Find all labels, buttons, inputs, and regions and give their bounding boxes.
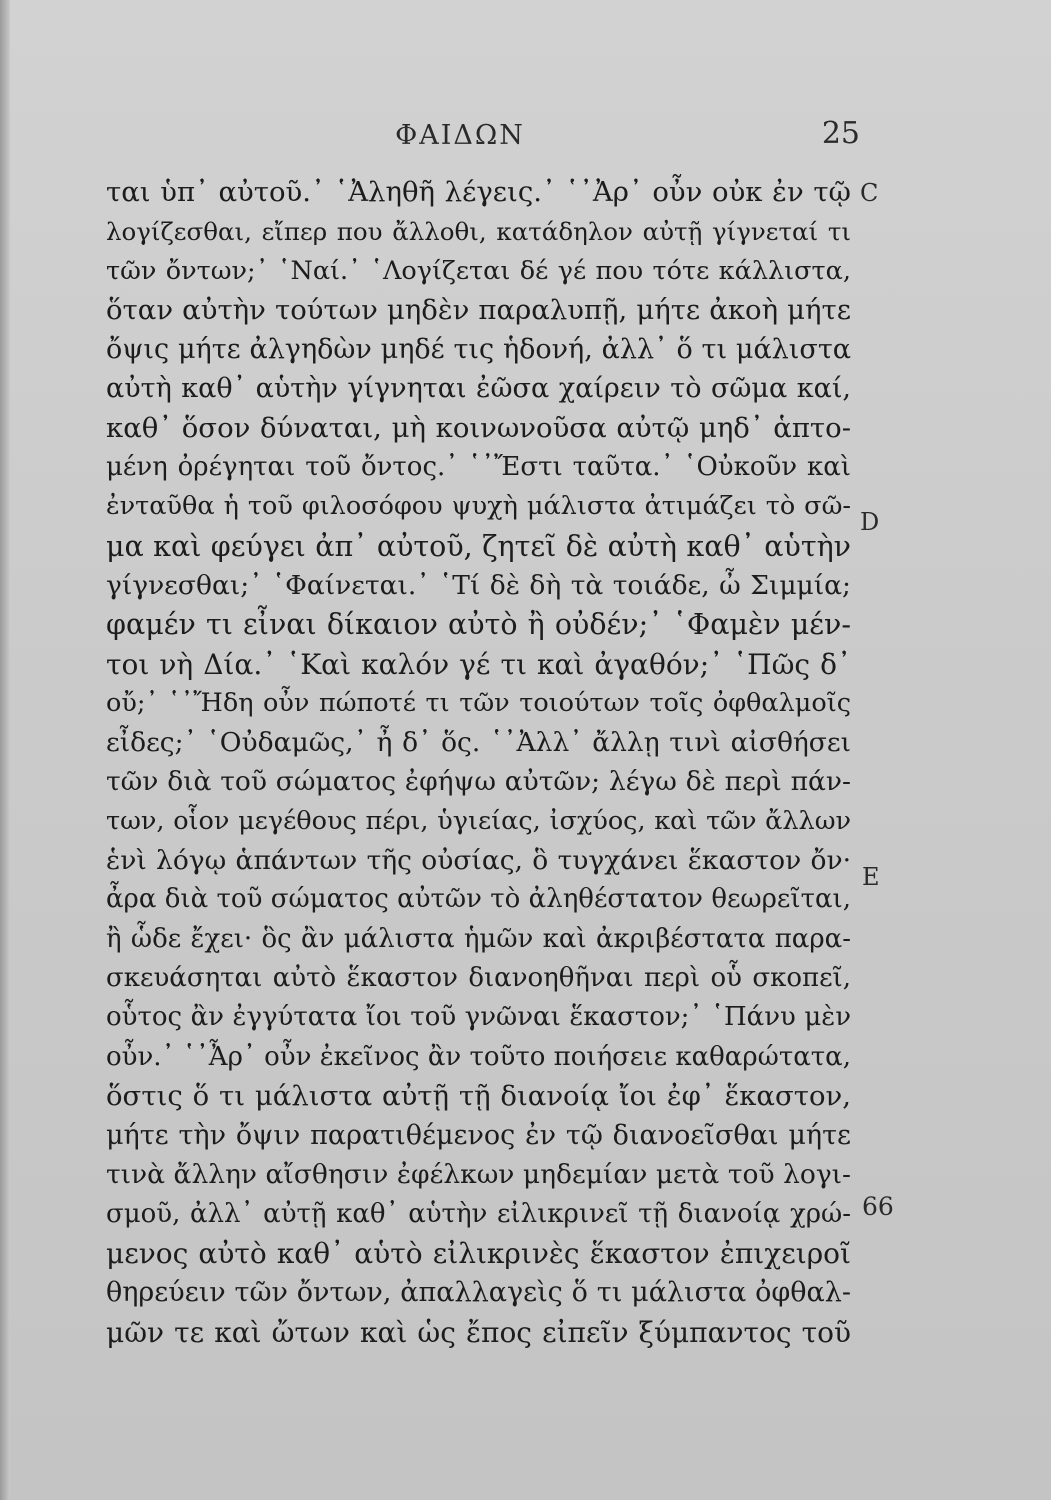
greek-text-body xyxy=(106,173,851,1352)
text-line-11: γίγνεσθαι;᾽ ῾Φαίνεται.᾽ ῾Τί δὲ δὴ τὰ τοιάδε, ὦ Σιμμία; xyxy=(106,569,851,601)
text-line-26: τινὰ ἄλλην αἴσθησιν ἐφέλκων μηδεμίαν μετὰ τοῦ λογι- xyxy=(106,1159,851,1191)
stephanus-number-66: 66 xyxy=(862,1192,894,1221)
page-number: 25 xyxy=(821,116,860,151)
text-line-28: μενος αὐτὸ καθ᾽ αὑτὸ εἰλικρινὲς ἕκαστον ἐπιχειροῖ xyxy=(106,1237,851,1271)
running-title: ΦΑΙΔΩΝ xyxy=(395,120,525,151)
text-line-25: μήτε τὴν ὄψιν παρατιθέμενος ἐν τῷ διανοεῖσθαι μήτε xyxy=(106,1120,851,1152)
text-line-8: μένη ὀρέγηται τοῦ ὄντος.᾽ ῾᾽Ἔστι ταῦτα.᾽ ῾Οὐκοῦν καὶ xyxy=(106,452,851,483)
text-line-21: σκευάσηται αὐτὸ ἕκαστον διανοηθῆναι περὶ οὗ σκοπεῖ, xyxy=(106,962,851,993)
text-line-10: μα καὶ φεύγει ἀπ᾽ αὐτοῦ, ζητεῖ δὲ αὐτὴ καθ᾽ αὑτὴν xyxy=(106,529,851,563)
text-line-24: ὅστις ὅ τι μάλιστα αὐτῇ τῇ διανοίᾳ ἴοι ἐφ᾽ ἕκαστον, xyxy=(106,1079,851,1112)
text-line-18: ἑνὶ λόγῳ ἁπάντων τῆς οὐσίας, ὃ τυγχάνει ἕκαστον ὄν· xyxy=(106,845,851,877)
text-line-14: οὔ;᾽ ῾᾽Ἤδη οὖν πώποτέ τι τῶν τοιούτων τοῖς ὀφθαλμοῖς xyxy=(106,687,851,718)
text-line-7: καθ᾽ ὅσον δύναται, μὴ κοινωνοῦσα αὐτῷ μηδ᾽ ἁπτο- xyxy=(106,411,851,444)
text-line-27: σμοῦ, ἀλλ᾽ αὐτῇ καθ᾽ αὑτὴν εἰλικρινεῖ τῇ διανοίᾳ χρώ- xyxy=(106,1198,851,1229)
text-line-19: ἆρα διὰ τοῦ σώματος αὐτῶν τὸ ἀληθέστατον θεωρεῖται, xyxy=(106,884,851,915)
text-line-22: οὗτος ἂν ἐγγύτατα ἴοι τοῦ γνῶναι ἕκαστον;᾽ ῾Πάνυ μὲν xyxy=(106,1002,851,1033)
text-line-3: τῶν ὄντων;᾽ ῾Ναί.᾽ ῾Λογίζεται δέ γέ που τότε κάλλιστα, xyxy=(106,255,851,286)
text-line-4: ὅταν αὐτὴν τούτων μηδὲν παραλυπῇ, μήτε ἀκοὴ μήτε xyxy=(106,293,851,326)
page-binding-edge xyxy=(0,0,10,1500)
text-line-17: των, οἷον μεγέθους πέρι, ὑγιείας, ἰσχύος, καὶ τῶν ἄλλων xyxy=(106,805,851,836)
text-line-29: θηρεύειν τῶν ὄντων, ἀπαλλαγεὶς ὅ τι μάλιστα ὀφθαλ- xyxy=(106,1277,851,1309)
text-line-9: ἐνταῦθα ἡ τοῦ φιλοσόφου ψυχὴ μάλιστα ἀτιμάζει τὸ σῶ- xyxy=(106,491,851,522)
text-line-30: μῶν τε καὶ ὤτων καὶ ὡς ἔπος εἰπεῖν ξύμπαντος τοῦ xyxy=(106,1315,851,1349)
text-line-5: ὄψις μήτε ἀλγηδὼν μηδέ τις ἡδονή, ἀλλ᾽ ὅ τι μάλιστα xyxy=(106,334,851,366)
margin-marker-e: E xyxy=(862,863,880,891)
text-line-20: ἢ ὧδε ἔχει· ὃς ἂν μάλιστα ἡμῶν καὶ ἀκριβέστατα παρα- xyxy=(106,923,851,954)
text-line-2: λογίζεσθαι, εἴπερ που ἄλλοθι, κατάδηλον αὐτῇ γίγνεταί τι xyxy=(106,217,851,247)
text-line-16: τῶν διὰ τοῦ σώματος ἐφήψω αὐτῶν; λέγω δὲ περὶ πάν- xyxy=(106,766,851,798)
text-line-23: οὖν.᾽ ῾᾽Ἆρ᾽ οὖν ἐκεῖνος ἂν τοῦτο ποιήσειε καθαρώτατα, xyxy=(106,1041,851,1072)
text-line-1: ται ὑπ᾽ αὐτοῦ.᾽ ῾Ἀληθῆ λέγεις.᾽ ῾᾽Ἀρ᾽ οὖν οὐκ ἐν τῷ xyxy=(106,176,851,208)
text-line-15: εἶδες;᾽ ῾Οὐδαμῶς,᾽ ἦ δ᾽ ὅς. ῾᾽Ἀλλ᾽ ἄλλῃ τινὶ αἰσθήσει xyxy=(106,727,851,759)
text-line-13: τοι νὴ Δία.᾽ ῾Καὶ καλόν γέ τι καὶ ἀγαθόν;᾽ ῾Πῶς δ᾽ xyxy=(106,647,851,681)
margin-marker-c: C xyxy=(860,179,879,207)
text-line-6: αὐτὴ καθ᾽ αὑτὴν γίγνηται ἐῶσα χαίρειν τὸ σῶμα καί, xyxy=(106,373,851,405)
text-line-12: φαμέν τι εἶναι δίκαιον αὐτὸ ἢ οὐδέν;᾽ ῾Φαμὲν μέν- xyxy=(106,608,851,642)
margin-marker-d: D xyxy=(860,508,880,536)
